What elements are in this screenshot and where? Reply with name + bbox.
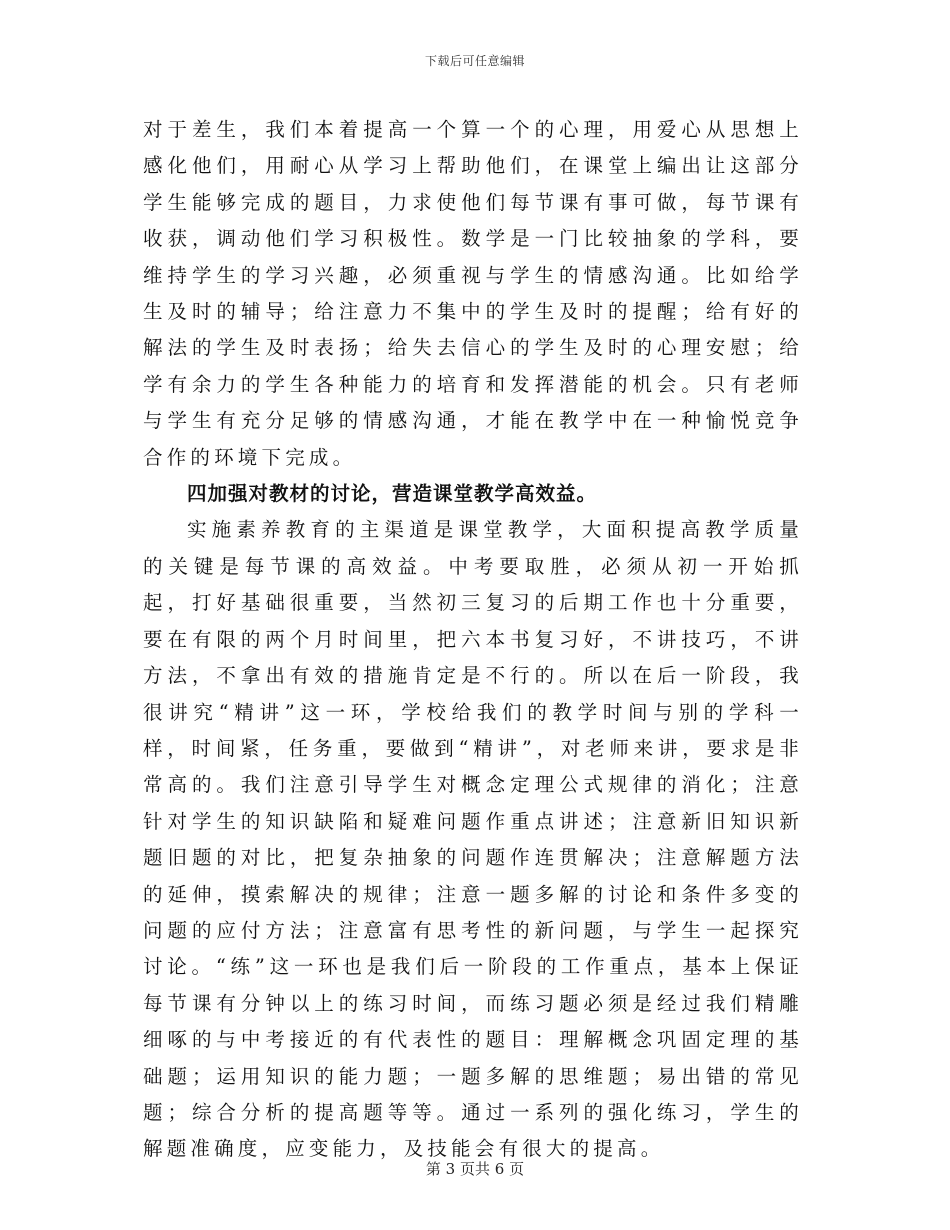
paragraph-underachieving-students: 对于差生，我们本着提高一个算一个的心理，用爱心从思想上感化他们，用耐心从学习上帮助他们，在课堂上编出让这部分学生能够完成的题目，力求使他们每节课有事可做，每节课有收获，调动他们学习积极性。数学是一门比较抽象的学科，要维持学生的学习兴趣，必须重视与学生的情感沟通。比如给学生及时的辅导；给注意力不集中的学生及时的提醒；给有好的解法的学生及时表扬；给失去信心的学生及时的心理安慰；给学有余力的学生各种能力的培育和发挥潜能的机会。只有老师与学生有充分足够的情感沟通，才能在教学中在一种愉悦竞争合作的环境下完成。	[143, 118, 803, 469]
section-heading: 四加强对教材的讨论，营造课堂教学高效益。	[187, 482, 598, 506]
document-body	[143, 112, 803, 1168]
page-number: 第 3 页共 6 页	[425, 1160, 525, 1178]
page-header: 下载后可任意编辑	[424, 54, 525, 68]
paragraph-classroom-efficiency: 实施素养教育的主渠道是课堂教学，大面积提高教学质量的关键是每节课的高效益。中考要取胜，必须从初一开始抓起，打好基础很重要，当然初三复习的后期工作也十分重要，要在有限的两个月时间里，把六本书复习好，不讲技巧，不讲方法，不拿出有效的措施肯定是不行的。所以在后一阶段，我很讲究“精讲”这一环，学校给我们的教学时间与别的学科一样，时间紧，任务重，要做到“精讲”，对老师来讲，要求是非常高的。我们注意引导学生对概念定理公式规律的消化；注意针对学生的知识缺陷和疑难问题作重点讲述；注意新旧知识新题旧题的对比，把复杂抽象的问题作连贯解决；注意解题方法的延伸，摸索解决的规律；注意一题多解的讨论和条件多变的问题的应付方法；注意富有思考性的新问题，与学生一起探究讨论。“练”这一环也是我们后一阶段的工作重点，基本上保证每节课有分钟以上的练习时间，而练习题必须是经过我们精雕细啄的与中考接近的有代表性的题目：理解概念巩固定理的基础题；运用知识的能力题；一题多解的思维题；易出错的常见题；综合分析的提高题等等。通过一系列的强化练习，学生的解题准确度，应变能力，及技能会有很大的提高。	[143, 518, 803, 1161]
